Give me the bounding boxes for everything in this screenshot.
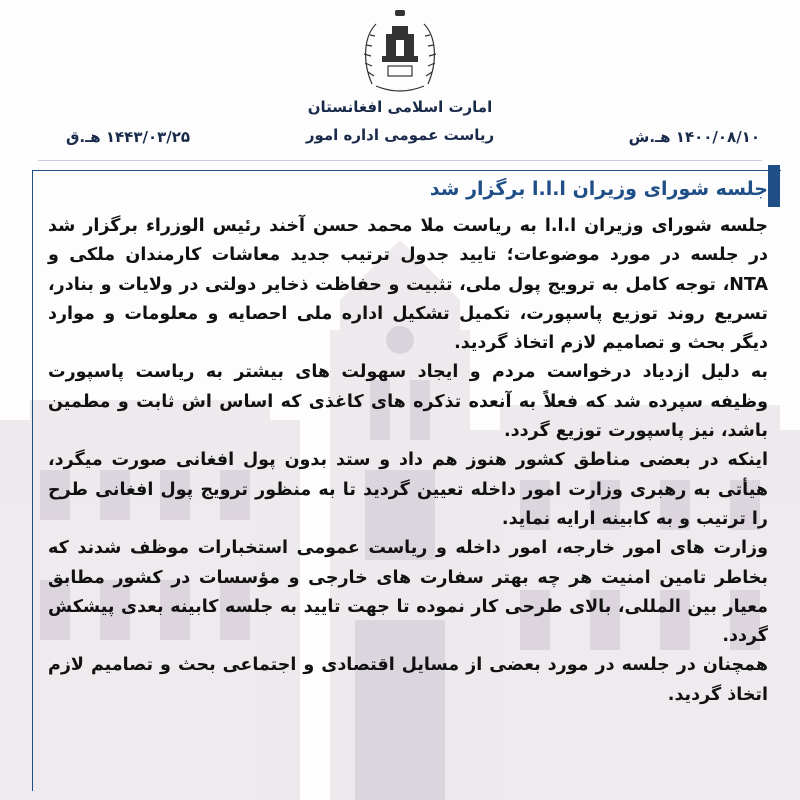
organization-name: امارت اسلامی افغانستان	[307, 98, 493, 116]
paragraph: جلسه شورای وزیران ا.ا.ا به ریاست ملا محمد حسن آخند رئیس الوزراء برگزار شد در جلسه در مورد موضوعات؛ تایید جدول ترتیب جدید معاشات کارمندان ملکی و NTA، توجه کامل به ترویج پول ملی، تثبیت و حفاظت ذخایر دولتی در ولایات و بنادر، تسریع روند توزیع پاسپورت، تکمیل تشکیل اداره ملی احصایه و معلومات و موارد دیگر بحث و تصامیم لازم اتخاذ گردید.	[48, 216, 768, 354]
article-body	[48, 212, 768, 710]
article-title: جلسه شورای وزیران ا.ا.ا برگزار شد	[429, 178, 768, 200]
date-lunar: ۱۴۴۳/۰۳/۲۵ هـ.ق	[66, 128, 191, 146]
department-name: ریاست عمومی اداره امور	[305, 126, 495, 144]
paragraph: به دلیل ازدیاد درخواست مردم و ایجاد سهولت های بیشتر به ریاست پاسپورت وظیفه سپرده شد که فعلاً به آنعده تذکره های کاغذی که اساس اش ثابت و مطمین باشد، نیز پاسپورت توزیع گردد.	[48, 362, 768, 442]
emblem-icon	[362, 6, 438, 94]
paragraph: وزارت های امور خارجه، امور داخله و ریاست عمومی استخبارات موظف شدند که بخاطر تامین امنیت هر چه بهتر سفارت های خارجی و مؤسسات در کشور مطابق معیار بین المللی، بالای طرحی کار نموده تا جهت تایید به جلسه کابینه بعدی پیشکش گردد.	[48, 538, 768, 647]
paragraph: همچنان در جلسه در مورد بعضی از مسایل اقتصادی و اجتماعی بحث و تصامیم لازم اتخاذ گردید.	[48, 655, 768, 705]
header-divider	[38, 160, 762, 161]
paragraph: اینکه در بعضی مناطق کشور هنوز هم داد و ستد بدون پول افغانی صورت میگرد، هیأتی به رهبری وزارت امور داخله تعیین گردید تا به منظور ترویج پول افغانی طرح را ترتیب و به کابینه ارایه نماید.	[48, 450, 768, 529]
frame-accent-tab	[768, 165, 780, 207]
date-solar: ۱۴۰۰/۰۸/۱۰ هـ.ش	[628, 128, 760, 146]
